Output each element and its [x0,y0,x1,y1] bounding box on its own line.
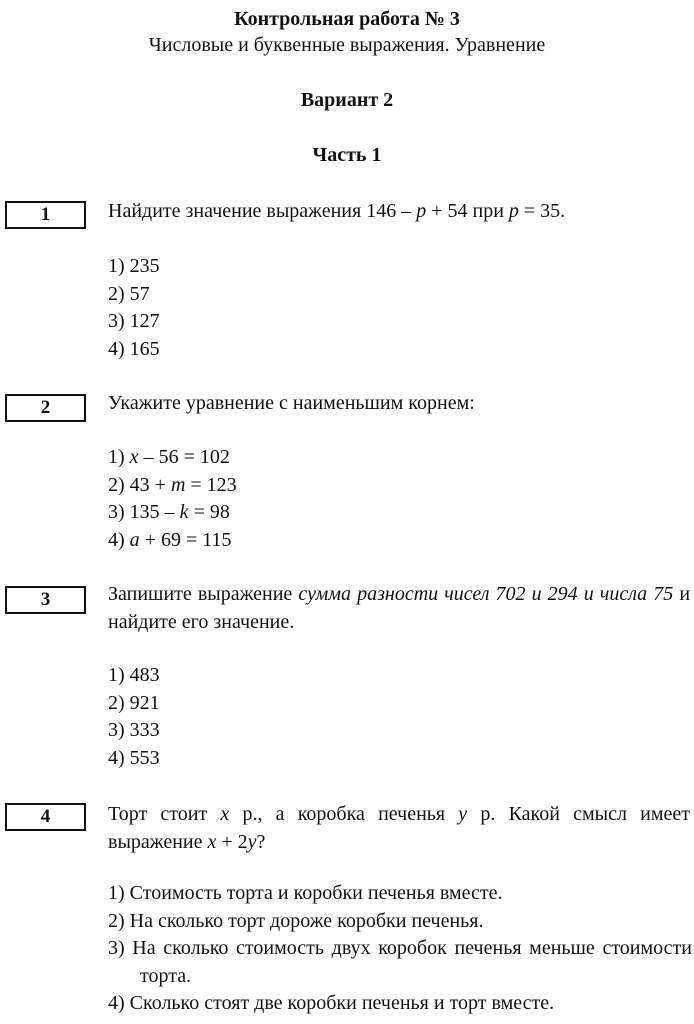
variant-heading: Вариант 2 [300,89,394,111]
answer-options [108,444,692,554]
answer-option: 2) 43 + m = 123 [108,473,237,496]
answer-option: 1) 235 [108,255,160,277]
answer-option: 4) 553 [108,746,160,769]
answer-options [108,880,692,1018]
task-question: Запишите выражение сумма разности чисел 702 и 294 и числа 75 и найдите его значение. [108,583,691,633]
answer-option: 1) x – 56 = 102 [108,446,230,468]
answer-option: 4) a + 69 = 115 [108,528,232,551]
task-number-box: 1 [5,201,86,229]
answer-option: 2) 921 [108,691,160,714]
answer-options [108,662,692,772]
task-number-box: 2 [5,394,86,422]
task-number-box: 3 [5,586,86,614]
answer-options [108,253,692,363]
answer-option: 1) Стоимость торта и коробки печенья вместе. [108,882,503,904]
answer-option: 4) Сколько стоят две коробки печенья и торт вместе. [108,992,555,1014]
task-question: Торт стоит x р., а коробка печенья y р. Какой смысл имеет выражение x + 2y? [108,803,690,853]
answer-option: 2) На сколько торт дороже коробки печенья. [108,909,484,932]
task-number-box: 4 [5,803,86,831]
answer-option: 3) 127 [108,310,160,332]
answer-option: 3) 333 [108,719,160,741]
answer-option: 3) На сколько стоимость двух коробок печенья меньше стоимости торта. [108,937,692,987]
task-question: Найдите значение выражения 146 – p + 54 при p = 35. [108,200,566,222]
answer-option: 3) 135 – k = 98 [108,501,230,523]
answer-option: 2) 57 [108,282,150,305]
page-subtitle: Числовые и буквенные выражения. Уравнение [148,34,546,56]
page-title: Контрольная работа № 3 [234,8,460,30]
task-question: Укажите уравнение с наименьшим корнем: [108,392,475,414]
answer-option: 4) 165 [108,337,160,360]
part-heading: Часть 1 [312,144,382,166]
answer-option: 1) 483 [108,664,160,686]
